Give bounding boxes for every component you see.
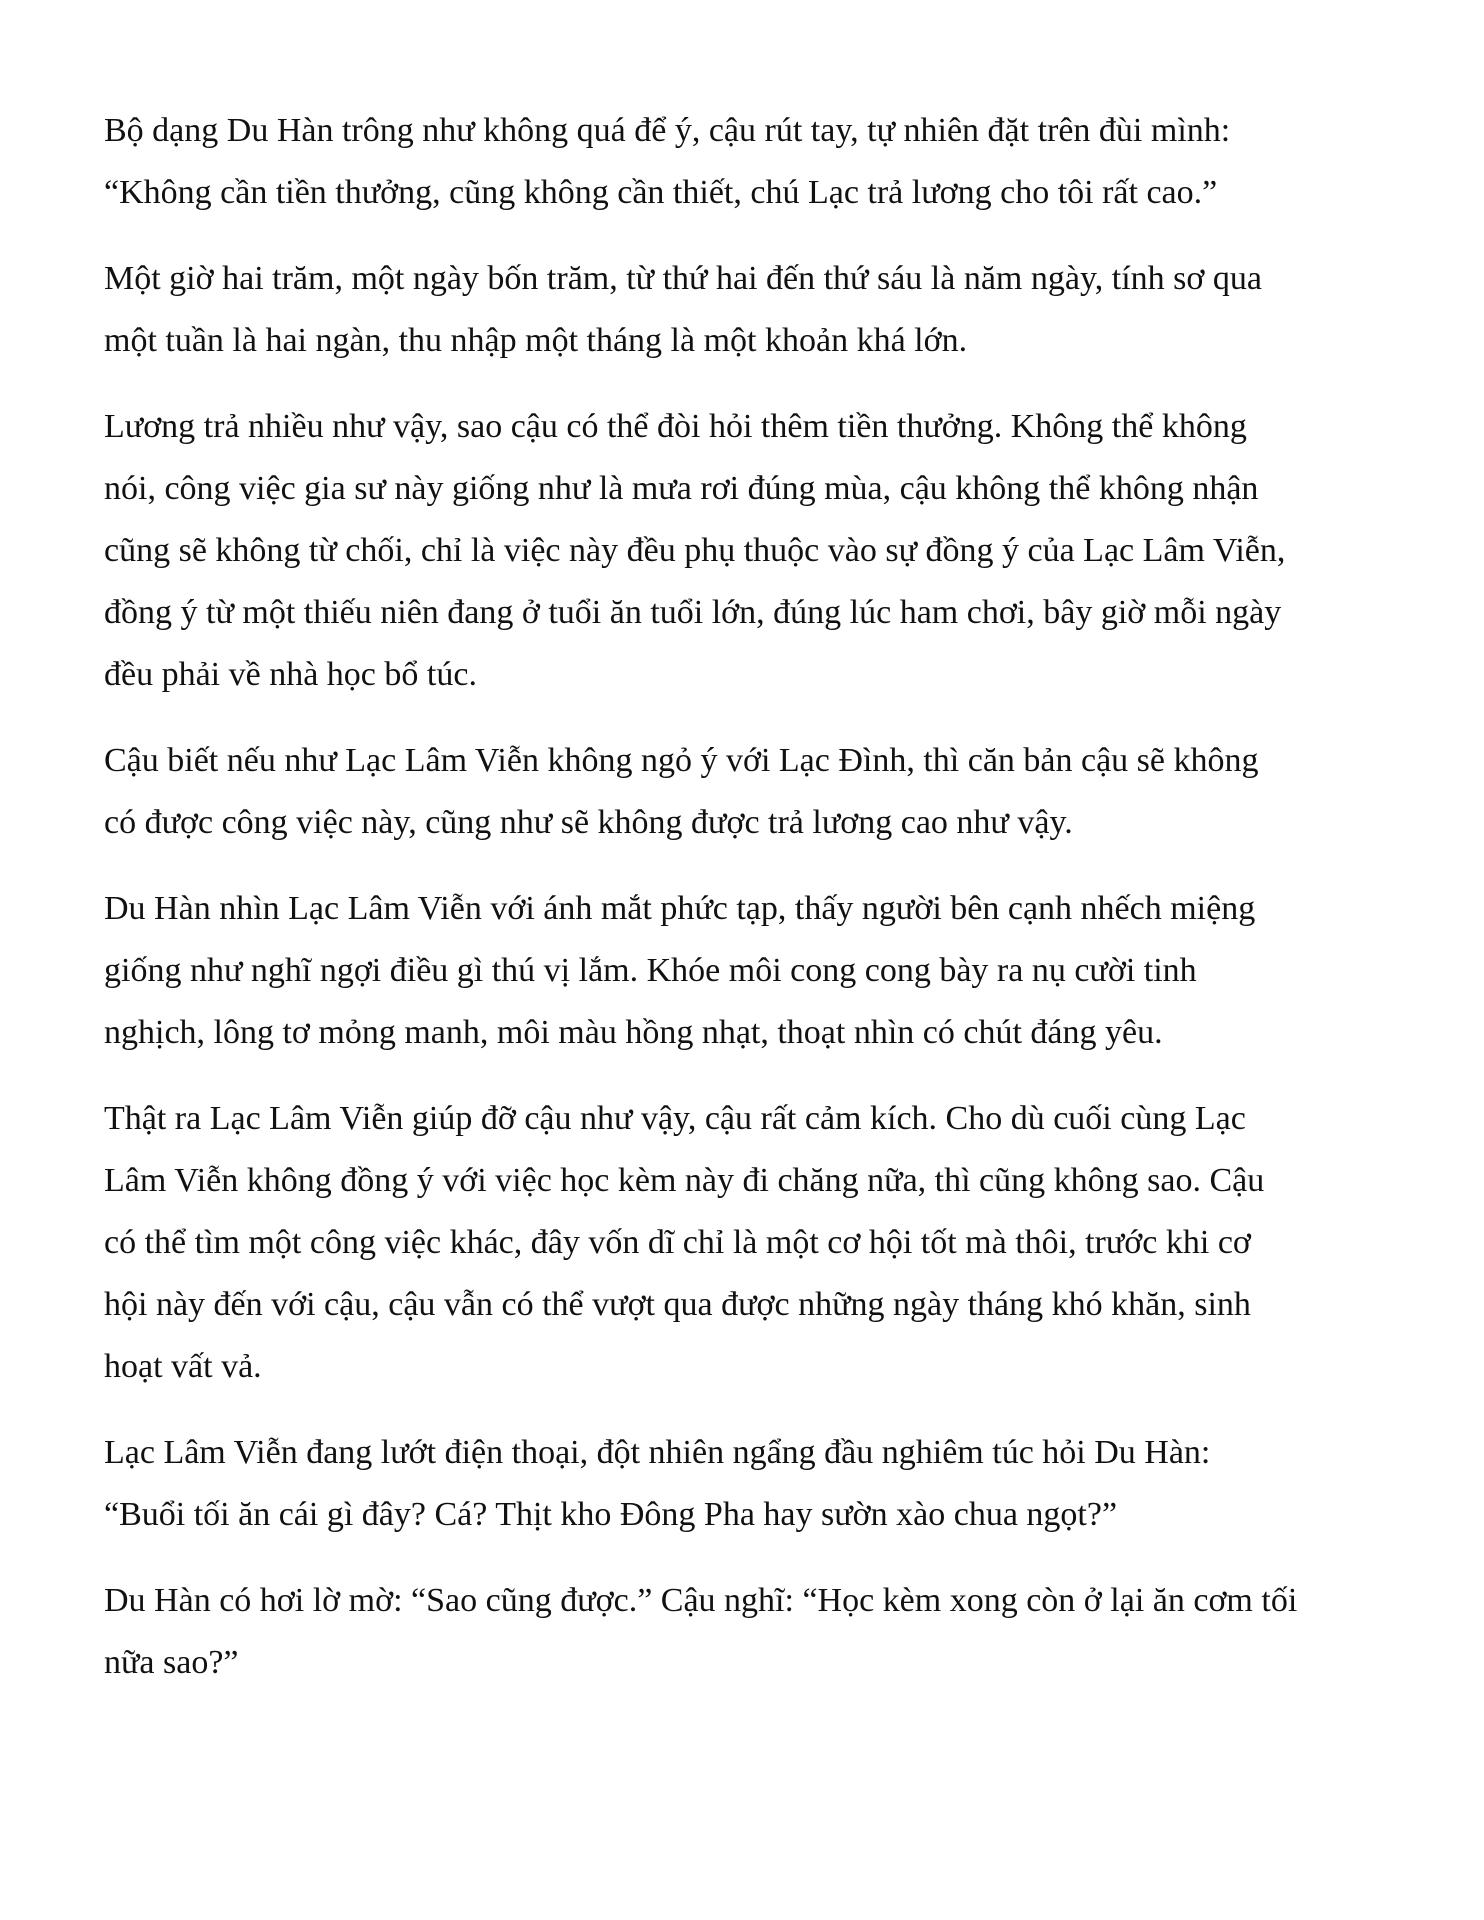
text-line: đều phải về nhà học bổ túc. (104, 656, 477, 693)
text-line: nữa sao?” (104, 1644, 239, 1681)
text-line: hội này đến với cậu, cậu vẫn có thể vượt qua được những ngày tháng khó khăn, sinh (104, 1286, 1251, 1323)
text-line: Bộ dạng Du Hàn trông như không quá để ý, cậu rút tay, tự nhiên đặt trên đùi mình: (104, 112, 1231, 149)
text-line: có thể tìm một công việc khác, đây vốn dĩ chỉ là một cơ hội tốt mà thôi, trước khi cơ (104, 1224, 1251, 1261)
text-line: Du Hàn có hơi lờ mờ: “Sao cũng được.” Cậu nghĩ: “Học kèm xong còn ở lại ăn cơm tối (104, 1582, 1298, 1619)
text-line: Cậu biết nếu như Lạc Lâm Viễn không ngỏ ý với Lạc Đình, thì căn bản cậu sẽ không (104, 742, 1259, 779)
paragraph (104, 396, 1404, 706)
paragraph (104, 1422, 1404, 1546)
text-line: Lương trả nhiều như vậy, sao cậu có thể đòi hỏi thêm tiền thưởng. Không thể không (104, 408, 1247, 445)
text-line: Lâm Viễn không đồng ý với việc học kèm này đi chăng nữa, thì cũng không sao. Cậu (104, 1162, 1265, 1199)
paragraph (104, 1088, 1404, 1398)
paragraph (104, 1570, 1404, 1694)
text-line: Một giờ hai trăm, một ngày bốn trăm, từ thứ hai đến thứ sáu là năm ngày, tính sơ qua (104, 260, 1262, 297)
text-line: có được công việc này, cũng như sẽ không được trả lương cao như vậy. (104, 804, 1073, 841)
paragraph (104, 878, 1404, 1064)
text-line: nghịch, lông tơ mỏng manh, môi màu hồng nhạt, thoạt nhìn có chút đáng yêu. (104, 1014, 1163, 1051)
text-line: đồng ý từ một thiếu niên đang ở tuổi ăn tuổi lớn, đúng lúc ham chơi, bây giờ mỗi ngày (104, 594, 1282, 631)
text-line: “Không cần tiền thưởng, cũng không cần thiết, chú Lạc trả lương cho tôi rất cao.” (104, 174, 1218, 211)
text-line: Lạc Lâm Viễn đang lướt điện thoại, đột nhiên ngẩng đầu nghiêm túc hỏi Du Hàn: (104, 1434, 1211, 1471)
text-line: một tuần là hai ngàn, thu nhập một tháng là một khoản khá lớn. (104, 322, 968, 359)
paragraph (104, 730, 1404, 854)
text-line: giống như nghĩ ngợi điều gì thú vị lắm. Khóe môi cong cong bày ra nụ cười tinh (104, 952, 1197, 989)
text-line: Du Hàn nhìn Lạc Lâm Viễn với ánh mắt phức tạp, thấy người bên cạnh nhếch miệng (104, 890, 1256, 927)
text-line: hoạt vất vả. (104, 1348, 262, 1385)
text-line: cũng sẽ không từ chối, chỉ là việc này đều phụ thuộc vào sự đồng ý của Lạc Lâm Viễn, (104, 532, 1286, 569)
text-line: Thật ra Lạc Lâm Viễn giúp đỡ cậu như vậy, cậu rất cảm kích. Cho dù cuối cùng Lạc (104, 1100, 1246, 1137)
text-line: nói, công việc gia sư này giống như là mưa rơi đúng mùa, cậu không thể không nhận (104, 470, 1259, 507)
document-page (104, 100, 1404, 1718)
paragraph (104, 100, 1404, 224)
paragraph (104, 248, 1404, 372)
text-line: “Buổi tối ăn cái gì đây? Cá? Thịt kho Đông Pha hay sườn xào chua ngọt?” (104, 1496, 1118, 1533)
